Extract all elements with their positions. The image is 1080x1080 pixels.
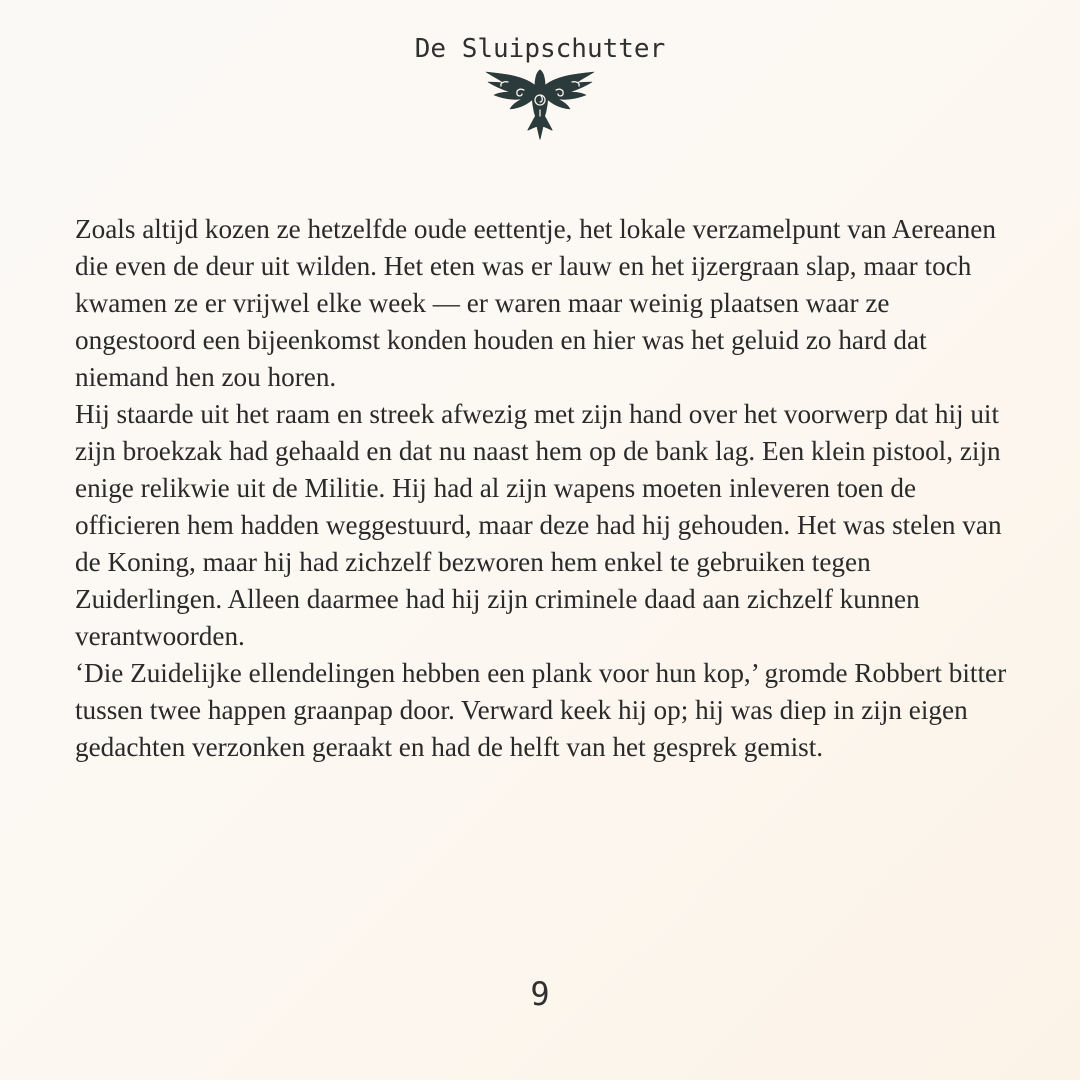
page-number: 9: [530, 975, 550, 1013]
paragraph: Hij staarde uit het raam en streek afwezig met zijn hand over het voorwerp dat hij uit zijn broekzak had gehaald en dat nu naast hem op de bank lag. Een klein pistool, zijn enige relikwie uit de Militie. Hij had al zijn wapens moeten inleveren toen de officieren hem hadden weggestuurd, maar deze had hij gehouden. Het was stelen van de Koning, maar hij had zichzelf bezworen hem enkel te gebruiken tegen Zuiderlingen. Alleen daarmee had hij zijn criminele daad aan zichzelf kunnen verantwoorden.: [75, 399, 1002, 651]
paragraph: ‘Die Zuidelijke ellendelingen hebben een plank voor hun kop,’ gromde Robbert bitter tussen twee happen graanpap door. Verward keek hij op; hij was diep in zijn eigen gedachten verzonken geraakt en had de helft van het gesprek gemist.: [75, 658, 1007, 762]
chapter-text: [75, 211, 1015, 766]
paragraph: Zoals altijd kozen ze hetzelfde oude eettentje, het lokale verzamelpunt van Aereanen die even de deur uit wilden. Het eten was er lauw en het ijzergraan slap, maar toch kwamen ze er vrijwel elke week — er waren maar weinig plaatsen waar ze ongestoord een bijeenkomst konden houden en hier was het geluid zo hard dat niemand hen zou horen.: [75, 214, 996, 392]
book-title: De Sluipschutter: [414, 34, 666, 64]
bird-emblem-icon: [484, 68, 596, 140]
page-header: [0, 30, 1080, 140]
